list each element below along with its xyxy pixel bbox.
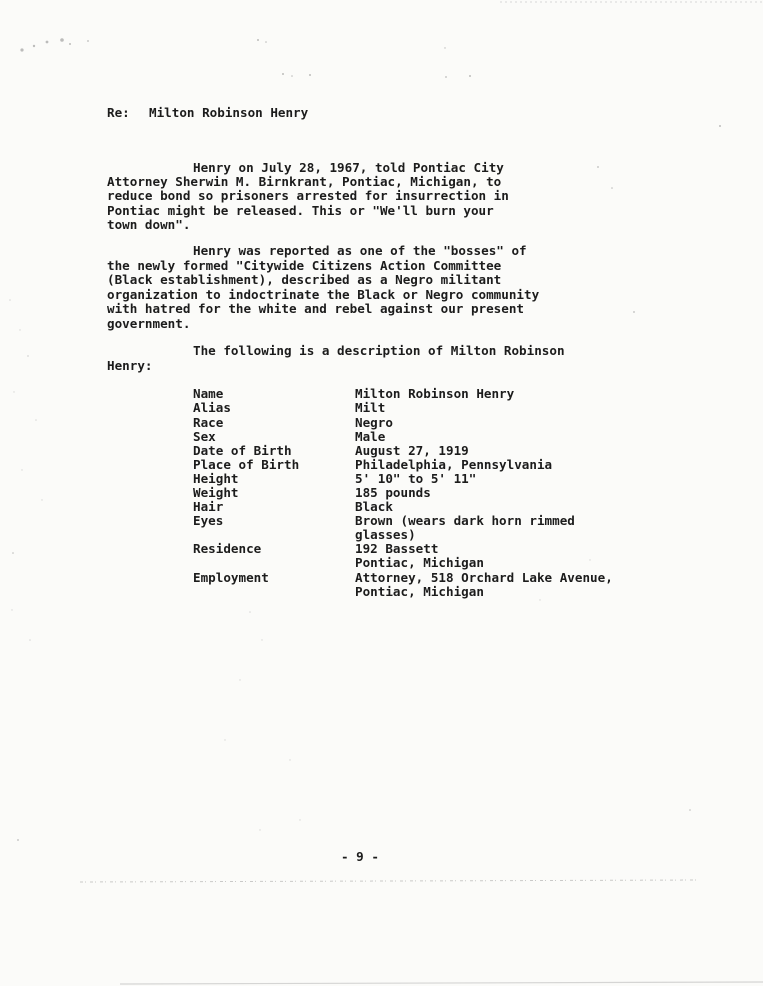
paragraph-1-line: town down". <box>107 217 191 232</box>
field-label-alias: Alias <box>193 400 231 415</box>
field-value-alias: Milt <box>355 400 386 415</box>
field-value-residence-cont: Pontiac, Michigan <box>355 555 484 570</box>
paragraph-1-line: Attorney Sherwin M. Birnkrant, Pontiac, Michigan, to <box>107 174 502 189</box>
field-label-weight: Weight <box>193 485 239 500</box>
field-value-employment: Attorney, 518 Orchard Lake Avenue, <box>355 570 613 585</box>
field-value-race: Negro <box>355 415 393 430</box>
field-value-sex: Male <box>355 429 386 444</box>
field-label-height: Height <box>193 471 239 486</box>
field-label-race: Race <box>193 415 224 430</box>
field-label-name: Name <box>193 386 224 401</box>
field-value-residence: 192 Bassett <box>355 541 439 556</box>
description-intro-line: The following is a description of Milton Robinson <box>193 343 565 358</box>
paragraph-2-line: with hatred for the white and rebel against our present <box>107 301 525 316</box>
field-label-place-of-birth: Place of Birth <box>193 457 300 472</box>
field-value-eyes-cont: glasses) <box>355 527 416 542</box>
paragraph-2-line: (Black establishment), described as a Negro militant <box>107 272 502 287</box>
field-value-weight: 185 pounds <box>355 485 431 500</box>
field-value-eyes: Brown (wears dark horn rimmed <box>355 513 575 528</box>
paragraph-2-line: the newly formed "Citywide Citizens Action Committee <box>107 258 502 273</box>
field-label-eyes: Eyes <box>193 513 224 528</box>
re-label: Re: <box>107 105 130 120</box>
re-subject: Milton Robinson Henry <box>149 105 309 120</box>
field-label-date-of-birth: Date of Birth <box>193 443 292 458</box>
paragraph-2-line: government. <box>107 316 191 331</box>
page-number: - 9 - <box>341 849 379 864</box>
field-value-place-of-birth: Philadelphia, Pennsylvania <box>355 457 553 472</box>
paragraph-2-line: organization to indoctrinate the Black or Negro community <box>107 287 540 302</box>
field-label-residence: Residence <box>193 541 262 556</box>
field-value-height: 5' 10" to 5' 11" <box>355 471 477 486</box>
paragraph-1-line: Henry on July 28, 1967, told Pontiac City <box>193 160 504 175</box>
field-label-employment: Employment <box>193 570 269 585</box>
field-value-name: Milton Robinson Henry <box>355 386 515 401</box>
field-label-hair: Hair <box>193 499 224 514</box>
paragraph-1-line: reduce bond so prisoners arrested for insurrection in <box>107 188 509 203</box>
field-value-hair: Black <box>355 499 393 514</box>
paragraph-1-line: Pontiac might be released. This or "We'll burn your <box>107 203 494 218</box>
field-value-date-of-birth: August 27, 1919 <box>355 443 469 458</box>
paragraph-2-line: Henry was reported as one of the "bosses" of <box>193 243 527 258</box>
description-intro-line: Henry: <box>107 358 153 373</box>
field-label-sex: Sex <box>193 429 216 444</box>
field-value-employment-cont: Pontiac, Michigan <box>355 584 484 599</box>
